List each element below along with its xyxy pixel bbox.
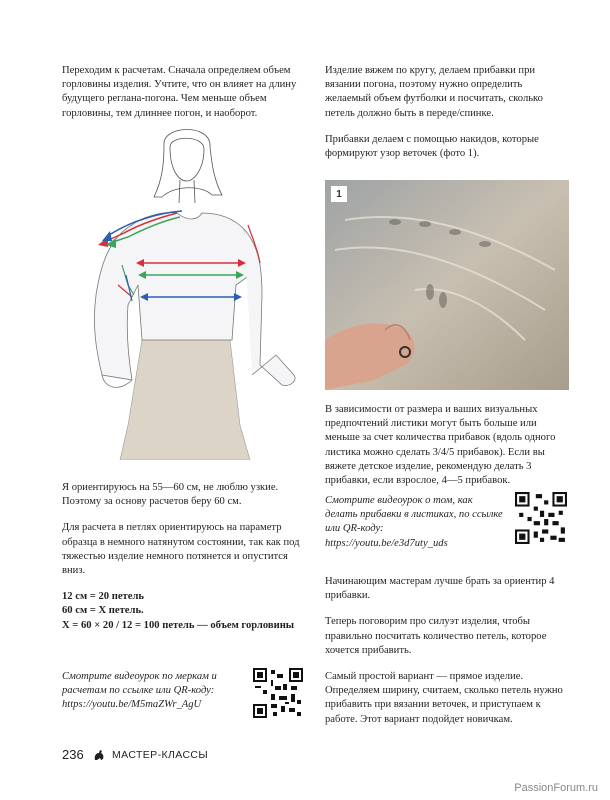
- intro-text: Переходим к расчетам. Сначала определяем объем горловины изделия. Учтите, что он влияет на длину будущего реглана-погона. Чем меньше объем горловины, тем длиннее погон, и наоборот.: [62, 65, 297, 119]
- left-video-note: [62, 670, 234, 725]
- left-body: [62, 481, 304, 633]
- right-video-note: [325, 494, 505, 563]
- qr-code-icon[interactable]: [253, 668, 303, 718]
- sweater-measurement-illustration: [62, 125, 302, 460]
- left-intro: [62, 64, 304, 133]
- paragraph-silhouette: Теперь поговорим про силуэт изделия, чтобы правильно посчитать количество петель, которое хочется прибавить.: [325, 616, 547, 656]
- paragraph-measure: Я ориентируюсь на 55—60 см, не люблю узкие. Поэтому за основу расчетов беру 60 см.: [62, 482, 279, 508]
- paragraph-leaves: В зависимости от размера и ваших визуальных предпочтений листики могут быть больше или меньше за счет количества прибавок (вдоль одного листика можно сделать 3/4/5 прибавок). Если вы вяжете детское изделие, рекомендую делать 3 прибавки, если взрослое, 4—5 прибавок.: [325, 404, 556, 487]
- formula-1: 12 см = 20 петель: [62, 591, 144, 603]
- right-bottom: [325, 575, 569, 739]
- paragraph-gauge: Для расчета в петлях ориентируюсь на параметр образца в немного натянутом состоянии, так как под тяжестью изделие немного потянется и опустится вниз.: [62, 522, 300, 577]
- rooster-icon: [92, 748, 106, 762]
- formula-2: 60 см = X петель.: [62, 605, 144, 617]
- paragraph-straight: Самый простой вариант — прямое изделие. Определяем ширину, считаем, сколько петель нужно прибавить при вязании веточек, и приступаем к работе. Этот вариант подойдет новичкам.: [325, 671, 563, 725]
- photo-number-badge: 1: [331, 186, 347, 202]
- paragraph-round: Изделие вяжем по кругу, делаем прибавки при вязании погона, поэтому нужно определить желаемый объем футболки и посчитать, сколько петель должно быть в переде/спинке.: [325, 65, 543, 119]
- knitting-photo-image: [325, 180, 569, 390]
- paragraph-yarnovers: Прибавки делаем с помощью накидов, которые формируют узор веточек (фото 1).: [325, 133, 539, 160]
- section-title: МАСТЕР-КЛАССЫ: [112, 749, 209, 761]
- video-link-text-2: Смотрите видеоурок о том, как делать прибавки в листиках, по ссылке или QR-коду: https://youtu.be/e3d7uty_uds: [325, 495, 503, 549]
- formula-3: X = 60 × 20 / 12 = 100 петель — объем горловины: [62, 619, 295, 631]
- qr-code-icon-2[interactable]: [515, 492, 567, 544]
- paragraph-beginners: Начинающим мастерам лучше брать за ориентир 4 прибавки.: [325, 576, 555, 602]
- watermark: PassionForum.ru: [514, 782, 598, 794]
- knitting-photo: [325, 180, 569, 390]
- right-top: [325, 64, 569, 173]
- page-number: 236: [62, 747, 84, 762]
- right-middle: [325, 403, 569, 500]
- video-link-text: Смотрите видеоурок по меркам и расчетам по ссылке или QR-коду: https://youtu.be/M5maZWr_AgU: [62, 671, 217, 711]
